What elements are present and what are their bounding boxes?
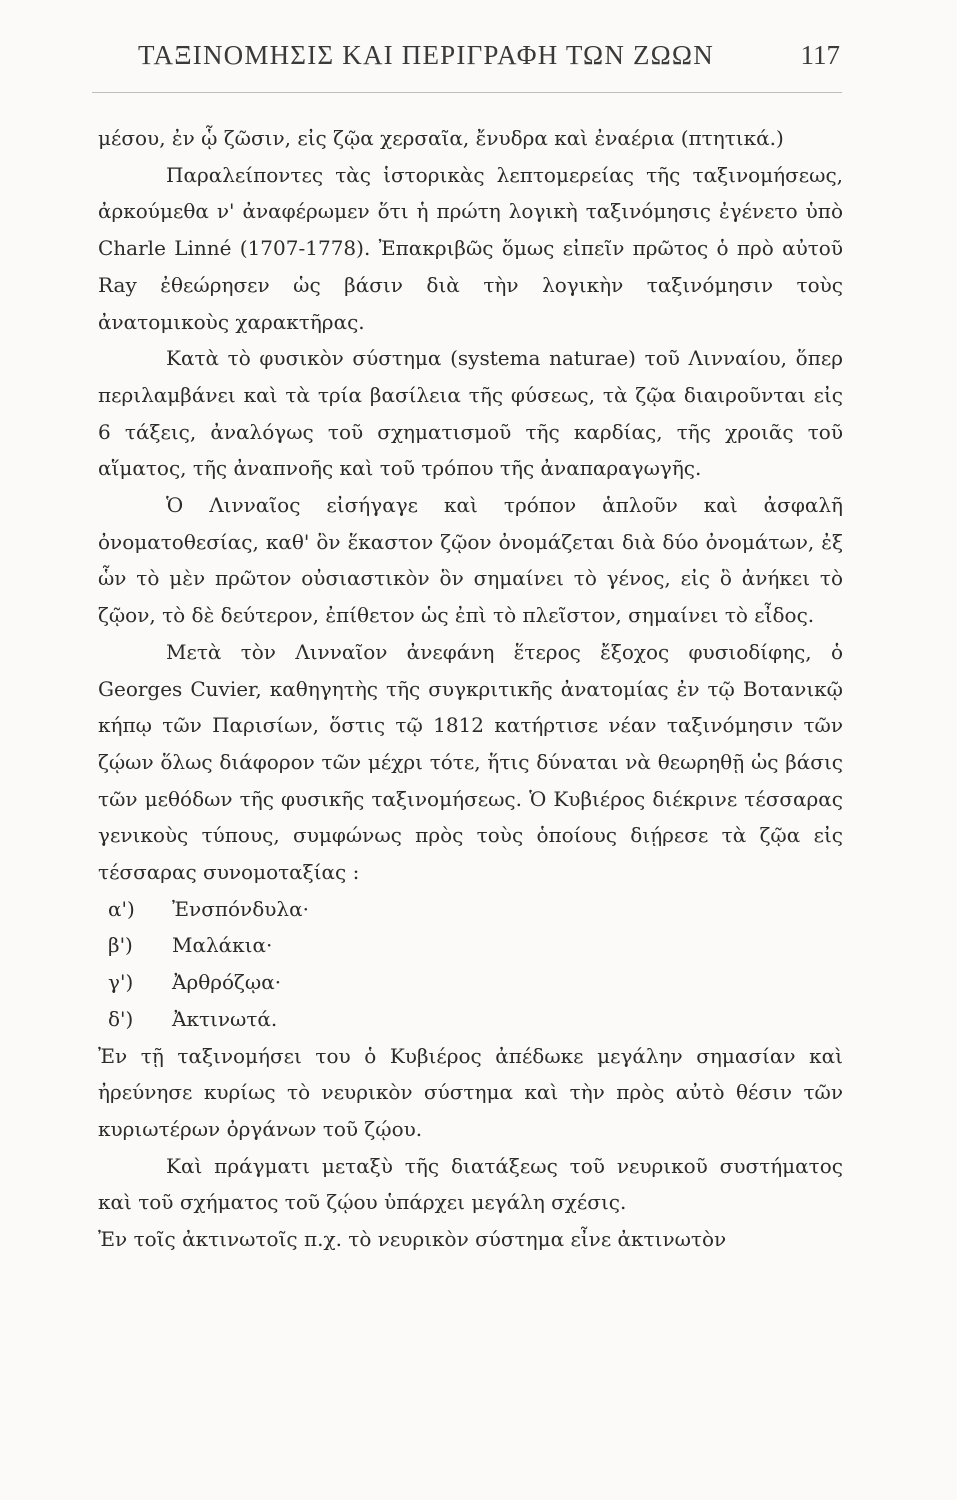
list-item	[98, 927, 843, 964]
page-number: 117	[800, 40, 840, 70]
list-marker: α')	[108, 896, 135, 921]
paragraph-systema-naturae: Κατὰ τὸ φυσικὸν σύστημα (systema naturae) τοῦ Λινναίου, ὅπερ περιλαμβάνει καὶ τὰ τρία βασίλεια τῆς φύσεως, τὰ ζῷα διαιροῦνται εἰς 6 τάξεις, ἀναλόγως τοῦ σχηματισμοῦ τῆς καρδίας, τῆς χροιᾶς τοῦ αἵματος, τῆς ἀναπνοῆς καὶ τοῦ τρόπου τῆς ἀναπαραγωγῆς.	[98, 346, 843, 481]
header-rule	[92, 92, 842, 93]
paragraph-cuvier: Μετὰ τὸν Λινναῖον ἀνεφάνη ἕτερος ἔξοχος φυσιοδίφης, ὁ Georges Cuvier, καθηγητὴς τῆς συγκριτικῆς ἀνατομίας ἐν τῷ Βοτανικῷ κήπῳ τῶν Παρισίων, ὅστις τῷ 1812 κατήρτισε νέαν ταξινόμησιν τῶν ζῴων ὅλως διάφορον τῶν μέχρι τότε, ἥτις δύναται νὰ θεωρηθῇ ὡς βάσις τῶν μεθόδων τῆς φυσικῆς ταξινομήσεως. Ὁ Κυβιέρος διέκρινε τέσσαρας γενικοὺς τύπους, συμφώνως πρὸς τοὺς ὁποίους διῄρεσε τὰ ζῷα εἰς τέσσαρας συνομοταξίας :	[98, 639, 843, 885]
list-marker: β')	[108, 933, 133, 958]
header-title: ΤΑΞΙΝΟΜΗΣΙΣ ΚΑΙ ΠΕΡΙΓΡΑΦΗ ΤΩΝ ΖΩΩΝ	[138, 40, 714, 70]
body-text	[98, 120, 843, 1258]
paragraph-relation: Καὶ πράγματι μεταξὺ τῆς διατάξεως τοῦ νευρικοῦ συστήματος καὶ τοῦ σχήματος τοῦ ζῴου ὑπάρχει μεγάλη σχέσις.	[98, 1153, 843, 1215]
list-marker: δ')	[108, 1006, 134, 1031]
paragraph-linne: Παραλείποντες τὰς ἱστορικὰς λεπτομερείας τῆς ταξινομήσεως, ἀρκούμεθα ν' ἀναφέρωμεν ὅτι ἡ πρώτη λογικὴ ταξινόμησις ἐγένετο ὑπὸ Charle Linné (1707-1778). Ἐπακριβῶς ὅμως εἰπεῖν πρῶτος ὁ πρὸ αὐτοῦ Ray ἐθεώρησεν ὡς βάσιν διὰ τὴν λογικὴν ταξινόμησιν τοὺς ἀνατομικοὺς χαρακτῆρας.	[98, 162, 843, 334]
list-item	[98, 964, 843, 1001]
list-text: Ἀκτινωτά.	[172, 1006, 278, 1031]
running-header	[120, 40, 840, 80]
list-text: Ἐνσπόνδυλα·	[172, 896, 309, 921]
list-text: Ἀρθρόζῳα·	[172, 970, 282, 995]
cuvier-types-list	[98, 891, 843, 1038]
list-text: Μαλάκια·	[172, 933, 273, 958]
list-marker: γ')	[108, 970, 134, 995]
paragraph-nomenclature: Ὁ Λινναῖος εἰσήγαγε καὶ τρόπον ἁπλοῦν καὶ ἀσφαλῆ ὀνοματοθεσίας, καθ' ὃν ἕκαστον ζῷον ὀνομάζεται διὰ δύο ὀνομάτων, ἐξ ὧν τὸ μὲν πρῶτον οὐσιαστικὸν ὃν σημαίνει τὸ γένος, εἰς ὃ ἀνήκει τὸ ζῷον, τὸ δὲ δεύτερον, ἐπίθετον ὡς ἐπὶ τὸ πλεῖστον, σημαίνει τὸ εἶδος.	[98, 493, 843, 628]
paragraph-nervous-system: Ἐν τῇ ταξινομήσει του ὁ Κυβιέρος ἀπέδωκε μεγάλην σημασίαν καὶ ἠρεύνησε κυρίως τὸ νευρικὸν σύστημα καὶ τὴν πρὸς αὐτὸ θέσιν τῶν κυριωτέρων ὀργάνων τοῦ ζῴου.	[98, 1043, 843, 1141]
list-item	[98, 1001, 843, 1038]
list-item	[98, 891, 843, 928]
paragraph-continuation: μέσου, ἐν ᾧ ζῶσιν, εἰς ζῷα χερσαῖα, ἔνυδρα καὶ ἐναέρια (πτητικά.)	[98, 126, 784, 150]
paragraph-radiata: Ἐν τοῖς ἀκτινωτοῖς π.χ. τὸ νευρικὸν σύστημα εἶνε ἀκτινωτὸν	[98, 1227, 727, 1252]
